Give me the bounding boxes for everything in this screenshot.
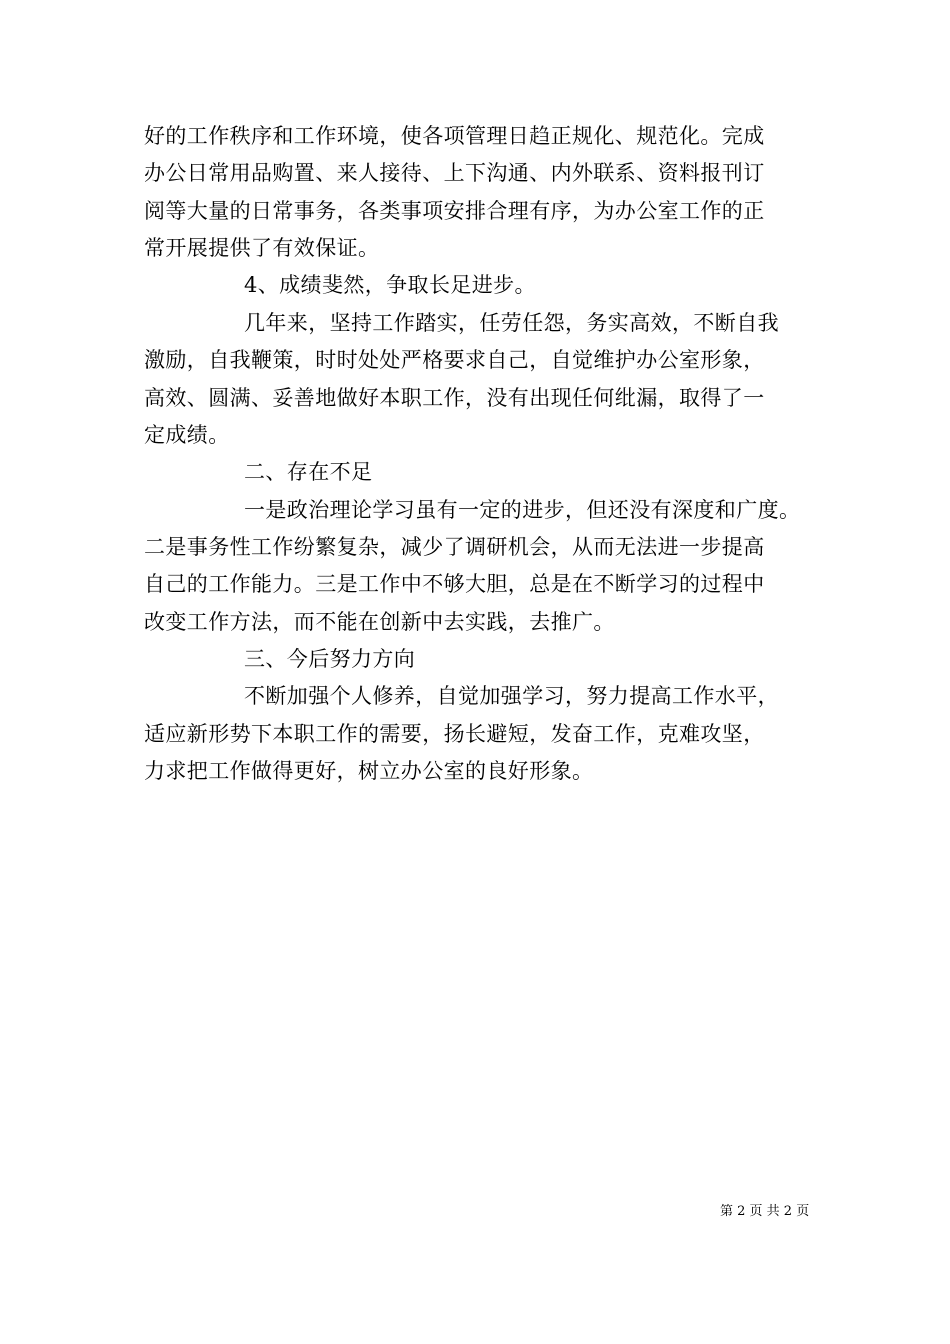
text-line: 激励，自我鞭策，时时处处严格要求自己，自觉维护办公室形象， — [144, 348, 765, 372]
text-line: 适应新形势下本职工作的需要，扬长避短，发奋工作，克难攻坚， — [144, 722, 765, 746]
text-line: 几年来，坚持工作踏实，任劳任怨，务实高效，不断自我 — [244, 311, 779, 335]
page-footer: 第 2 页 共 2 页 — [720, 1204, 810, 1219]
text-line: 办公日常用品购置、来人接待、上下沟通、内外联系、资料报刊订 — [144, 161, 765, 185]
section-heading: 二、存在不足 — [244, 460, 373, 484]
text-line: 自己的工作能力。三是工作中不够大胆，总是在不断学习的过程中 — [144, 572, 765, 596]
text-line: 阅等大量的日常事务，各类事项安排合理有序，为办公室工作的正 — [144, 199, 765, 223]
text-line: 一是政治理论学习虽有一定的进步，但还没有深度和广度。 — [244, 498, 801, 522]
text-line: 高效、圆满、妥善地做好本职工作，没有出现任何纰漏，取得了一 — [144, 386, 765, 410]
section-heading: 4、成绩斐然，争取长足进步。 — [244, 273, 536, 297]
text-line: 力求把工作做得更好，树立办公室的良好形象。 — [144, 759, 594, 783]
text-line: 不断加强个人修养，自觉加强学习，努力提高工作水平， — [244, 684, 779, 708]
text-line: 好的工作秩序和工作环境，使各项管理日趋正规化、规范化。完成 — [144, 124, 765, 148]
text-line: 改变工作方法，而不能在创新中去实践，去推广。 — [144, 610, 615, 634]
section-heading: 三、今后努力方向 — [244, 647, 416, 671]
text-line: 定成绩。 — [144, 423, 230, 447]
text-line: 常开展提供了有效保证。 — [144, 236, 380, 260]
text-line: 二是事务性工作纷繁复杂，减少了调研机会，从而无法进一步提高 — [144, 535, 765, 559]
